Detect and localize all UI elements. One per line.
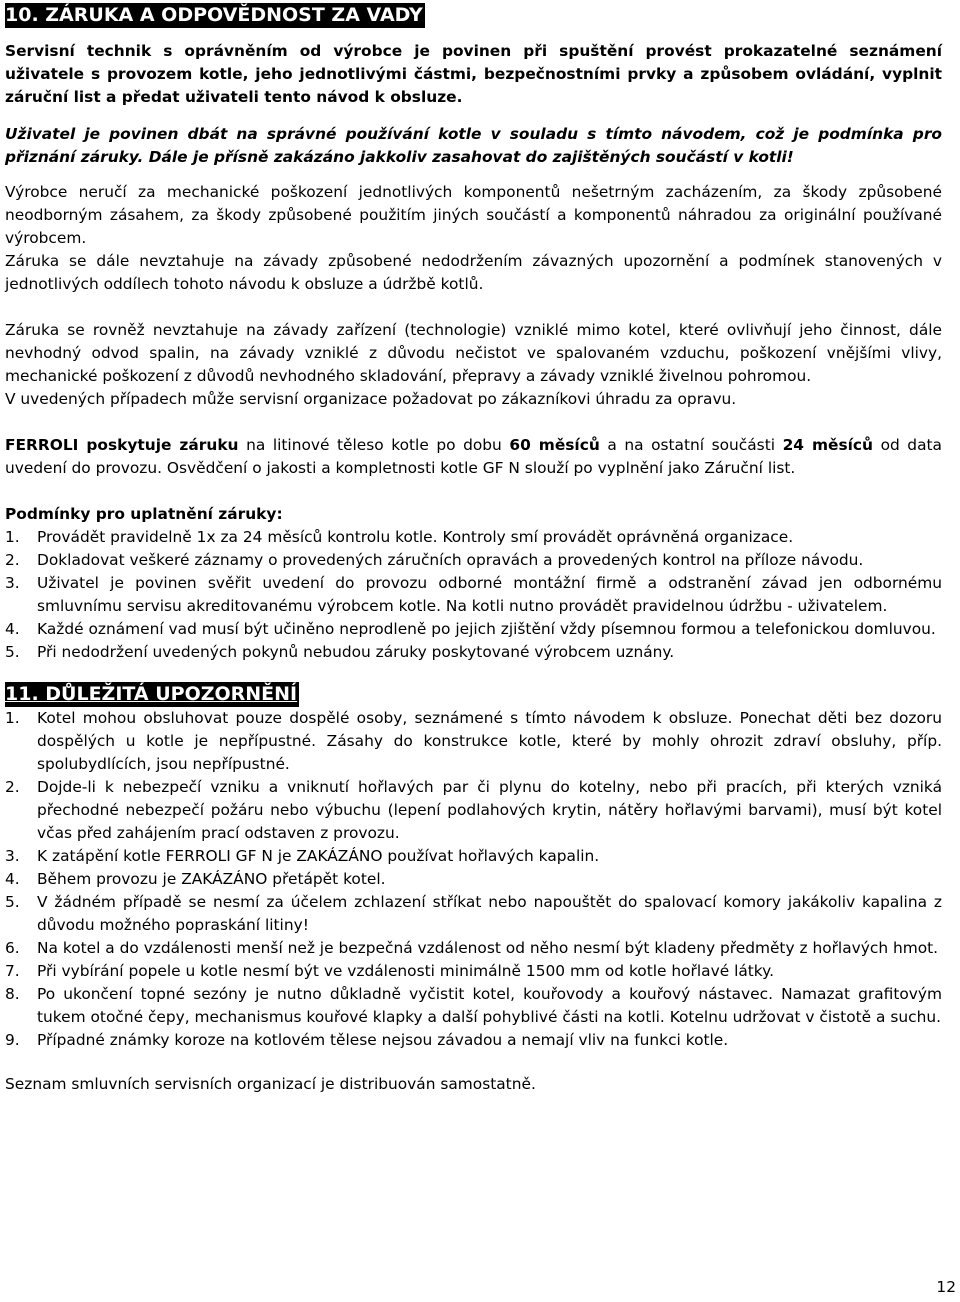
warning-item	[5, 845, 942, 868]
list-item-text: K zatápění kotle FERROLI GF N je ZAKÁZÁNO používat hořlavých kapalin.	[37, 847, 600, 865]
list-item-number: 2.	[5, 778, 20, 796]
condition-item	[5, 618, 942, 641]
list-item-text: Na kotel a do vzdálenosti menší než je bezpečná vzdálenost od něho nesmí být kladeny předměty z hořlavých hmot.	[37, 939, 939, 957]
condition-item	[5, 549, 942, 572]
list-item-text: Při vybírání popele u kotle nesmí být ve vzdálenosti minimálně 1500 mm od kotle hořlavé látky.	[37, 962, 774, 980]
list-item-text: Uživatel je povinen svěřit uvedení do provozu odborné montážní firmě a odstranění závad jen odbornému smluvnímu servisu akreditovanému výrobcem kotle. Na kotli nutno provádět pravidelnou údržbu - uživatelem.	[37, 574, 942, 615]
section-11-heading	[5, 682, 942, 707]
list-item-text: Provádět pravidelně 1x za 24 měsíců kontrolu kotle. Kontroly smí provádět oprávněná organizace.	[37, 528, 794, 546]
list-item-number: 3.	[5, 574, 20, 592]
warning-item	[5, 960, 942, 983]
section-10-heading	[5, 3, 942, 28]
list-item-text: V žádném případě se nesmí za účelem zchlazení stříkat nebo napouštět do spalovací komory jakákoliv kapalina z důvodu možného popraskání litiny!	[37, 893, 942, 934]
warning-item	[5, 937, 942, 960]
list-item-number: 2.	[5, 551, 20, 569]
warning-item	[5, 1029, 942, 1052]
list-item-number: 8.	[5, 985, 20, 1003]
page-number: 12	[936, 1278, 956, 1296]
list-item-text: Během provozu je ZAKÁZÁNO přetápět kotel.	[37, 870, 386, 888]
list-item-number: 4.	[5, 620, 20, 638]
warning-item	[5, 868, 942, 891]
warranty-text-3: od data uvedení do provozu. Osvědčení o jakosti a kompletnosti kotle GF N slouží po vyplnění jako Záruční list.	[5, 436, 942, 477]
warranty-text-2: a na ostatní součásti	[599, 436, 783, 454]
list-item-number: 3.	[5, 847, 20, 865]
warranty-text-1: na litinové těleso kotle po dobu	[238, 436, 510, 454]
intro-bold-paragraph: Servisní technik s oprávněním od výrobce je povinen při spuštění provést prokazatelné seznámení uživatele s provozem kotle, jeho jednotlivými částmi, bezpečnostními prvky a způsobem ovládání, vyplnit záruční list a předat uživateli tento návod k obsluze.	[5, 42, 942, 106]
conditions-title: Podmínky pro uplatnění záruky:	[5, 505, 283, 523]
list-item-number: 5.	[5, 893, 20, 911]
document-page	[5, 3, 942, 1096]
list-item-number: 9.	[5, 1031, 20, 1049]
list-item-text: Při nedodržení uvedených pokynů nebudou záruky poskytované výrobcem uznány.	[37, 643, 675, 661]
external-faults-paragraph: Záruka se rovněž nevztahuje na závady zařízení (technologie) vzniklé mimo kotel, které ovlivňují jeho činnost, dále nevhodný odvod spalin, na závady vzniklé z důvodu nečistot ve spalovaném vzduchu, poškození vnějšími vlivy, mechanické poškození z důvodů nevhodného skladování, přepravy a závady vzniklé živelnou pohromou.	[5, 321, 942, 385]
condition-item	[5, 572, 942, 618]
list-item-text: Případné známky koroze na kotlovém tělese nejsou závadou a nemají vliv na funkci kotle.	[37, 1031, 729, 1049]
list-item-number: 1.	[5, 709, 20, 727]
list-item-text: Dojde-li k nebezpečí vzniku a vniknutí hořlavých par či plynu do kotelny, nebo při pracích, při kterých vzniká přechodné nebezpečí požáru nebo výbuchu (lepení podlahových krytin, nátěry hořlavými barvami), musí být kotel včas před zahájením prací odstaven z provozu.	[37, 778, 942, 842]
repair-charge-paragraph: V uvedených případech může servisní organizace požadovat po zákazníkovi úhradu za opravu.	[5, 390, 737, 408]
list-item-number: 1.	[5, 528, 20, 546]
list-item-number: 5.	[5, 643, 20, 661]
warning-item	[5, 983, 942, 1029]
warranty-brand: FERROLI poskytuje záruku	[5, 436, 239, 454]
list-item-text: Každé oznámení vad musí být učiněno neprodleně po jejich zjištění vždy písemnou formou a telefonickou domluvou.	[37, 620, 936, 638]
section-11-title: 11. DŮLEŽITÁ UPOZORNĚNÍ	[5, 683, 298, 705]
list-item-number: 7.	[5, 962, 20, 980]
warning-item	[5, 707, 942, 776]
list-item-text: Kotel mohou obsluhovat pouze dospělé osoby, seznámené s tímto návodem k obsluze. Ponechat děti bez dozoru dospělých u kotle je nepřípustné. Zásahy do konstrukce kotle, které by mohly ohrozit zdraví obsluhy, příp. spolubydlících, jsou nepřípustné.	[37, 709, 942, 773]
condition-item	[5, 526, 942, 549]
warning-item	[5, 891, 942, 937]
footer-note: Seznam smluvních servisních organizací je distribuován samostatně.	[5, 1075, 536, 1093]
warning-italic-paragraph: Uživatel je povinen dbát na správné používání kotle v souladu s tímto návodem, což je podmínka pro přiznání záruky. Dále je přísně zakázáno jakkoliv zasahovat do zajištěných součástí v kotli!	[5, 125, 942, 166]
condition-item	[5, 641, 942, 664]
warranty-period-body: 60 měsíců	[509, 436, 600, 454]
warning-item	[5, 776, 942, 845]
list-item-number: 4.	[5, 870, 20, 888]
liability-paragraph: Výrobce neručí za mechanické poškození jednotlivých komponentů nešetrným zacházením, za škody způsobené neodborným zásahem, za škody způsobené použitím jiných součástí a komponentů náhradou za originální používané výrobcem.	[5, 183, 942, 247]
warnings-list	[5, 707, 942, 1052]
list-item-number: 6.	[5, 939, 20, 957]
exclusion-paragraph: Záruka se dále nevztahuje na závady způsobené nedodržením závazných upozornění a podmínek stanovených v jednotlivých oddílech tohoto návodu k obsluze a údržbě kotlů.	[5, 252, 942, 293]
warranty-period-parts: 24 měsíců	[782, 436, 874, 454]
list-item-text: Po ukončení topné sezóny je nutno důkladně vyčistit kotel, kouřovody a kouřový nástavec. Namazat grafitovým tukem otočné čepy, mechanismus kouřové klapky a další pohyblivé části na kotli. Kotelnu udržovat v čistotě a suchu.	[37, 985, 942, 1026]
list-item-text: Dokladovat veškeré záznamy o provedených záručních opravách a provedených kontrol na příloze návodu.	[37, 551, 864, 569]
conditions-list	[5, 526, 942, 664]
section-10-title: 10. ZÁRUKA A ODPOVĚDNOST ZA VADY	[5, 4, 423, 26]
warranty-paragraph	[5, 434, 942, 480]
